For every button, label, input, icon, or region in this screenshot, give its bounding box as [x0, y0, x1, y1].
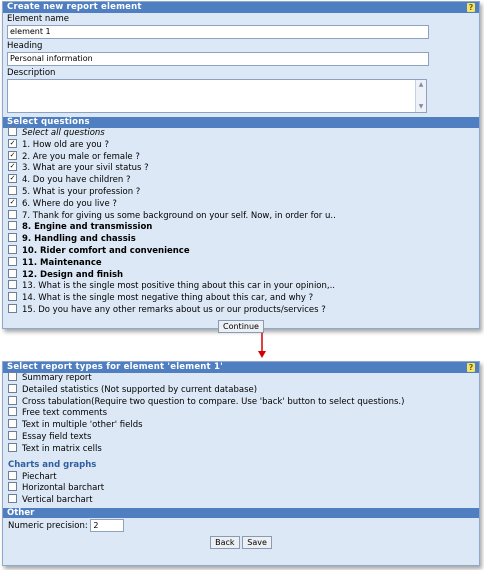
report-type-label: Text in matrix cells [22, 443, 102, 454]
report-type-checkbox[interactable] [8, 372, 17, 381]
chart-type-row[interactable] [3, 483, 479, 495]
report-type-label: Text in multiple 'other' fields [22, 420, 143, 431]
chart-type-checkbox[interactable] [8, 482, 17, 491]
chart-type-list [3, 472, 479, 507]
report-type-checkbox[interactable] [8, 419, 17, 428]
report-type-checkbox[interactable] [8, 396, 17, 405]
report-type-label: Free text comments [22, 408, 108, 419]
report-type-row[interactable] [3, 385, 479, 397]
question-label: 11. Maintenance [22, 257, 102, 268]
question-checkbox[interactable] [8, 186, 17, 195]
numeric-precision-input[interactable]: 2 [90, 519, 124, 532]
question-label: 7. Thank for giving us some background on your self. Now, in order for u.. [22, 210, 336, 221]
question-label: 3. What are your sivil status ? [22, 163, 149, 174]
question-row[interactable] [3, 199, 479, 211]
select-all-checkbox[interactable] [8, 127, 17, 136]
report-type-row[interactable] [3, 444, 479, 456]
select-report-types-header [3, 362, 479, 373]
question-label: 14. What is the single most negative thing about this car, and why ? [22, 293, 314, 304]
report-type-checkbox[interactable] [8, 384, 17, 393]
charts-and-graphs-title: Charts and graphs [8, 459, 97, 470]
down-arrow-icon [257, 333, 267, 359]
element-name-input[interactable]: element 1 [7, 25, 429, 39]
heading-label: Heading [7, 41, 43, 51]
select-questions-header [3, 117, 479, 128]
report-type-row[interactable] [3, 432, 479, 444]
description-label: Description [7, 68, 56, 78]
question-checkbox[interactable] [8, 304, 17, 313]
report-type-list [3, 373, 479, 456]
report-type-checkbox[interactable] [8, 431, 17, 440]
report-type-row[interactable] [3, 373, 479, 385]
question-label: 4. Do you have children ? [22, 175, 131, 186]
report-type-row[interactable] [3, 408, 479, 420]
panel-title: Select report types for element 'element 1' [7, 362, 223, 372]
question-label: 1. How old are you ? [22, 139, 109, 150]
other-header: Other [3, 508, 479, 518]
select-questions-title: Select questions [7, 117, 90, 127]
question-row[interactable] [3, 222, 479, 234]
continue-row [3, 317, 479, 333]
save-button[interactable]: Save [242, 536, 272, 549]
question-label: 13. What is the single most positive thing about this car in your opinion,.. [22, 281, 335, 292]
question-checkbox[interactable] [8, 245, 17, 254]
report-type-checkbox[interactable] [8, 443, 17, 452]
report-type-row[interactable] [3, 397, 479, 409]
question-list [3, 140, 479, 317]
question-checkbox[interactable] [8, 269, 17, 278]
select-all-row[interactable] [3, 128, 479, 140]
chart-type-row[interactable] [3, 495, 479, 507]
question-checkbox[interactable] [8, 221, 17, 230]
question-label: 5. What is your profession ? [22, 186, 141, 197]
continue-button[interactable]: Continue [218, 320, 264, 333]
question-checkbox[interactable] [8, 210, 17, 219]
question-row[interactable] [3, 305, 479, 317]
report-type-label: Essay field texts [22, 431, 92, 442]
question-row[interactable] [3, 234, 479, 246]
help-icon[interactable]: ? [468, 3, 474, 12]
question-checkbox[interactable]: ✓ [9, 174, 16, 183]
question-row[interactable] [3, 246, 479, 258]
back-save-row [3, 534, 479, 549]
question-row[interactable] [3, 152, 479, 164]
question-checkbox[interactable] [8, 233, 17, 242]
question-row[interactable] [3, 211, 479, 223]
question-row[interactable] [3, 281, 479, 293]
question-label: 6. Where do you live ? [22, 198, 117, 209]
create-report-element-panel [2, 1, 480, 329]
question-label: 12. Design and finish [22, 269, 124, 280]
select-all-label: Select all questions [22, 128, 105, 138]
question-label: 10. Rider comfort and convenience [22, 245, 190, 256]
chart-type-label: Horizontal barchart [22, 483, 105, 494]
question-checkbox[interactable]: ✓ [9, 162, 16, 171]
numeric-precision-label: Numeric precision: [8, 520, 88, 531]
question-row[interactable] [3, 270, 479, 282]
report-type-checkbox[interactable] [8, 407, 17, 416]
scroll-up-icon[interactable]: ▲ [418, 81, 424, 88]
select-report-types-panel [2, 361, 480, 566]
description-scrollbar[interactable] [415, 80, 426, 112]
question-checkbox[interactable] [8, 280, 17, 289]
question-row[interactable] [3, 293, 479, 305]
question-label: 15. Do you have any other remarks about us or our products/services ? [22, 304, 326, 315]
back-button[interactable]: Back [210, 536, 239, 549]
question-row[interactable] [3, 140, 479, 152]
question-label: 9. Handling and chassis [22, 234, 136, 245]
question-row[interactable] [3, 187, 479, 199]
description-textarea[interactable] [7, 79, 427, 113]
chart-type-label: Piechart [22, 471, 57, 482]
question-checkbox[interactable]: ✓ [9, 150, 16, 159]
create-report-element-header [3, 2, 479, 13]
element-name-label: Element name [7, 14, 69, 24]
report-type-label: Cross tabulation(Require two question to compare. Use 'back' button to select questions.) [22, 396, 405, 407]
question-row[interactable] [3, 175, 479, 187]
question-checkbox[interactable] [8, 257, 17, 266]
help-icon[interactable]: ? [468, 363, 474, 372]
panel-title: Create new report element [7, 2, 142, 12]
chart-type-checkbox[interactable] [8, 494, 17, 503]
report-type-label: Summary report [22, 373, 92, 383]
question-row[interactable] [3, 163, 479, 175]
question-checkbox[interactable] [8, 292, 17, 301]
report-type-row[interactable] [3, 420, 479, 432]
chart-type-label: Vertical barchart [22, 495, 93, 506]
chart-type-row[interactable] [3, 472, 479, 484]
question-row[interactable] [3, 258, 479, 270]
numeric-precision-row [3, 518, 479, 534]
question-checkbox[interactable]: ✓ [9, 138, 16, 147]
chart-type-checkbox[interactable] [8, 471, 17, 480]
question-label: 8. Engine and transmission [22, 222, 153, 233]
question-label: 2. Are you male or female ? [22, 151, 140, 162]
heading-input[interactable]: Personal information [7, 52, 429, 66]
question-checkbox[interactable]: ✓ [9, 197, 16, 206]
scroll-down-icon[interactable]: ▼ [418, 103, 424, 110]
report-type-label: Detailed statistics (Not supported by current database) [22, 384, 258, 395]
